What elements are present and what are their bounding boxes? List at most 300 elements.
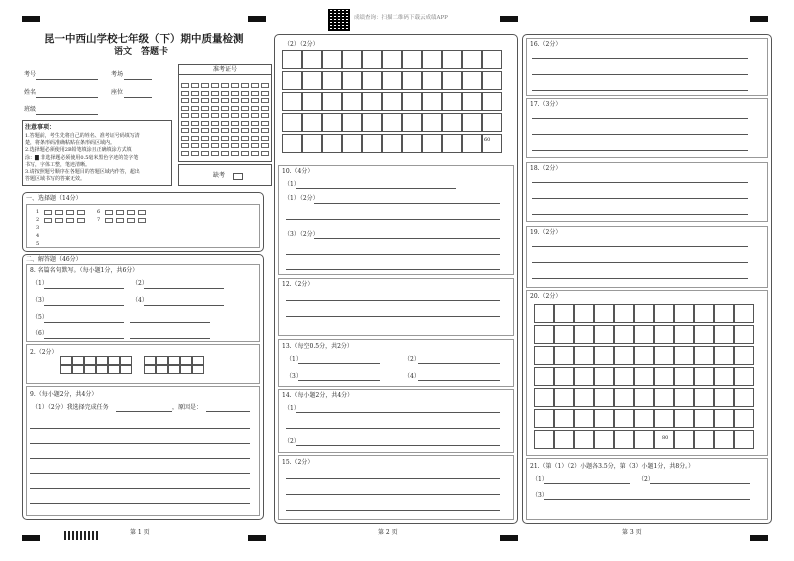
q17-line[interactable] — [532, 150, 748, 151]
id-bubble[interactable] — [191, 128, 199, 133]
q8-answer-3[interactable] — [44, 305, 124, 306]
grid-cell[interactable] — [282, 113, 302, 132]
grid-cell[interactable] — [402, 71, 422, 90]
grid-cell[interactable] — [442, 92, 462, 111]
grid-cell[interactable] — [382, 71, 402, 90]
id-bubble[interactable] — [241, 151, 249, 156]
grid-cell[interactable] — [674, 346, 694, 365]
q2-cell[interactable] — [108, 365, 120, 374]
id-bubble[interactable] — [191, 91, 199, 96]
grid-cell[interactable] — [534, 430, 554, 449]
grid-cell[interactable] — [342, 134, 362, 153]
id-bubble[interactable] — [231, 83, 239, 88]
grid-cell[interactable] — [634, 346, 654, 365]
id-bubble[interactable] — [221, 143, 229, 148]
q15-line-1[interactable] — [286, 478, 500, 479]
q2-cell[interactable] — [72, 365, 84, 374]
grid-cell[interactable] — [634, 409, 654, 428]
q21-answer-1[interactable] — [544, 483, 630, 484]
grid-cell[interactable] — [574, 430, 594, 449]
grid-cell[interactable] — [674, 409, 694, 428]
grid-cell[interactable] — [482, 71, 502, 90]
id-bubble[interactable] — [191, 151, 199, 156]
grid-cell[interactable] — [382, 113, 402, 132]
id-bubble[interactable] — [221, 98, 229, 103]
grid-cell[interactable] — [462, 50, 482, 69]
grid-cell[interactable] — [594, 430, 614, 449]
id-bubble[interactable] — [201, 143, 209, 148]
grid-cell[interactable] — [462, 92, 482, 111]
grid-cell[interactable] — [302, 71, 322, 90]
id-bubble[interactable] — [221, 83, 229, 88]
grid-cell[interactable] — [302, 50, 322, 69]
id-bubble[interactable] — [251, 128, 259, 133]
q2-cell[interactable] — [192, 365, 204, 374]
id-bubble[interactable] — [181, 98, 189, 103]
q9-line[interactable] — [30, 473, 250, 474]
grid-cell[interactable] — [654, 304, 674, 323]
choice-bubble[interactable] — [77, 218, 85, 223]
q15-line-2[interactable] — [286, 494, 500, 495]
grid-cell[interactable] — [574, 388, 594, 407]
q19-line[interactable] — [532, 262, 748, 263]
id-bubble[interactable] — [221, 121, 229, 126]
id-bubble[interactable] — [201, 113, 209, 118]
grid-cell[interactable] — [594, 388, 614, 407]
id-bubble[interactable] — [211, 98, 219, 103]
id-bubble[interactable] — [261, 83, 269, 88]
id-bubble[interactable] — [241, 113, 249, 118]
grid-cell[interactable] — [482, 50, 502, 69]
grid-cell[interactable] — [422, 113, 442, 132]
choice-bubble[interactable] — [55, 210, 63, 215]
q8-answer-5b[interactable] — [130, 322, 210, 323]
grid-cell[interactable] — [614, 304, 634, 323]
exam-no-field[interactable] — [36, 79, 98, 80]
grid-cell[interactable] — [594, 325, 614, 344]
q10-answer-1[interactable] — [296, 188, 456, 189]
id-bubble[interactable] — [241, 121, 249, 126]
id-bubble[interactable] — [201, 151, 209, 156]
grid-cell[interactable] — [674, 304, 694, 323]
q8-answer-6b[interactable] — [130, 338, 210, 339]
grid-cell[interactable] — [382, 92, 402, 111]
id-bubble[interactable] — [181, 128, 189, 133]
q18-line[interactable] — [532, 182, 748, 183]
id-bubble[interactable] — [261, 136, 269, 141]
grid-cell[interactable] — [282, 71, 302, 90]
id-bubble[interactable] — [211, 136, 219, 141]
choice-bubble[interactable] — [77, 210, 85, 215]
id-bubble[interactable] — [181, 143, 189, 148]
id-bubble[interactable] — [241, 83, 249, 88]
id-bubble[interactable] — [241, 136, 249, 141]
q9-line[interactable] — [30, 428, 250, 429]
grid-cell[interactable] — [634, 388, 654, 407]
q2-cell[interactable] — [60, 365, 72, 374]
id-bubble[interactable] — [191, 106, 199, 111]
grid-cell[interactable] — [734, 346, 754, 365]
q10-answer-3c[interactable] — [286, 269, 500, 270]
grid-cell[interactable] — [482, 113, 502, 132]
grid-cell[interactable] — [734, 325, 754, 344]
choice-bubble[interactable] — [44, 218, 52, 223]
id-bubble[interactable] — [191, 98, 199, 103]
absent-checkbox[interactable] — [233, 173, 243, 180]
id-bubble[interactable] — [241, 98, 249, 103]
id-bubble[interactable] — [191, 121, 199, 126]
id-bubble[interactable] — [201, 83, 209, 88]
q2-cell[interactable] — [168, 356, 180, 365]
grid-cell[interactable] — [362, 134, 382, 153]
q2-cell[interactable] — [96, 365, 108, 374]
id-bubble[interactable] — [231, 113, 239, 118]
q2-cell[interactable] — [96, 356, 108, 365]
grid-cell[interactable] — [714, 388, 734, 407]
grid-cell[interactable] — [462, 71, 482, 90]
id-bubble[interactable] — [251, 113, 259, 118]
grid-cell[interactable] — [714, 304, 734, 323]
id-bubble[interactable] — [191, 83, 199, 88]
q10-answer-2b[interactable] — [286, 219, 500, 220]
grid-cell[interactable] — [594, 304, 614, 323]
choice-bubble[interactable] — [105, 210, 113, 215]
choice-bubble[interactable] — [127, 210, 135, 215]
id-bubble[interactable] — [251, 151, 259, 156]
grid-cell[interactable] — [694, 346, 714, 365]
grid-cell[interactable] — [554, 409, 574, 428]
choice-bubble[interactable] — [116, 210, 124, 215]
grid-cell[interactable] — [534, 367, 554, 386]
grid-cell[interactable] — [714, 430, 734, 449]
q14-answer-1[interactable] — [296, 412, 500, 413]
grid-cell[interactable] — [534, 409, 554, 428]
grid-cell[interactable] — [554, 388, 574, 407]
id-bubble[interactable] — [231, 121, 239, 126]
q2-cell[interactable] — [192, 356, 204, 365]
grid-cell[interactable] — [554, 346, 574, 365]
choice-bubble[interactable] — [66, 210, 74, 215]
choice-bubble[interactable] — [55, 218, 63, 223]
grid-cell[interactable] — [362, 50, 382, 69]
grid-cell[interactable] — [534, 346, 554, 365]
id-bubble[interactable] — [211, 91, 219, 96]
id-bubble[interactable] — [251, 121, 259, 126]
q2-cell[interactable] — [180, 356, 192, 365]
id-bubble[interactable] — [251, 136, 259, 141]
id-bubble[interactable] — [261, 151, 269, 156]
id-bubble[interactable] — [261, 113, 269, 118]
grid-cell[interactable] — [422, 71, 442, 90]
grid-cell[interactable] — [694, 409, 714, 428]
grid-cell[interactable] — [534, 388, 554, 407]
q16-line[interactable] — [532, 74, 748, 75]
grid-cell[interactable] — [462, 134, 482, 153]
q2-cell[interactable] — [144, 365, 156, 374]
grid-cell[interactable] — [402, 113, 422, 132]
id-bubble[interactable] — [231, 106, 239, 111]
q21-answer-2[interactable] — [650, 483, 750, 484]
q17-line[interactable] — [532, 134, 748, 135]
grid-cell[interactable] — [634, 325, 654, 344]
grid-cell[interactable] — [554, 367, 574, 386]
q18-line[interactable] — [532, 214, 748, 215]
grid-cell[interactable] — [322, 71, 342, 90]
id-bubble[interactable] — [221, 113, 229, 118]
id-bubble[interactable] — [201, 128, 209, 133]
id-bubble[interactable] — [181, 113, 189, 118]
grid-cell[interactable] — [614, 409, 634, 428]
grid-cell[interactable] — [734, 388, 754, 407]
grid-cell[interactable] — [574, 325, 594, 344]
id-bubble[interactable] — [251, 91, 259, 96]
grid-cell[interactable] — [282, 134, 302, 153]
id-bubble[interactable] — [251, 106, 259, 111]
grid-cell[interactable] — [422, 134, 442, 153]
grid-cell[interactable] — [342, 50, 362, 69]
grid-cell[interactable] — [402, 92, 422, 111]
grid-cell[interactable] — [654, 388, 674, 407]
grid-cell[interactable] — [382, 134, 402, 153]
grid-cell[interactable] — [322, 113, 342, 132]
choice-bubble[interactable] — [116, 218, 124, 223]
q2-cell[interactable] — [120, 356, 132, 365]
id-bubble[interactable] — [241, 128, 249, 133]
grid-cell[interactable] — [362, 113, 382, 132]
id-bubble[interactable] — [221, 151, 229, 156]
grid-cell[interactable] — [442, 50, 462, 69]
id-bubble[interactable] — [181, 151, 189, 156]
grid-cell[interactable] — [714, 346, 734, 365]
grid-cell[interactable] — [714, 325, 734, 344]
grid-cell[interactable] — [654, 325, 674, 344]
grid-cell[interactable] — [362, 92, 382, 111]
grid-cell[interactable] — [634, 430, 654, 449]
grid-cell[interactable] — [574, 409, 594, 428]
grid-cell[interactable] — [554, 304, 574, 323]
grid-cell[interactable] — [342, 113, 362, 132]
q2-cell[interactable] — [120, 365, 132, 374]
q19-line[interactable] — [532, 246, 748, 247]
q17-line[interactable] — [532, 118, 748, 119]
id-bubble[interactable] — [221, 128, 229, 133]
choice-bubble[interactable] — [127, 218, 135, 223]
grid-cell[interactable] — [574, 304, 594, 323]
id-bubble[interactable] — [241, 143, 249, 148]
grid-cell[interactable] — [634, 367, 654, 386]
grid-cell[interactable] — [654, 346, 674, 365]
grid-cell[interactable] — [402, 50, 422, 69]
grid-cell[interactable] — [694, 325, 714, 344]
id-bubble[interactable] — [191, 113, 199, 118]
grid-cell[interactable] — [282, 92, 302, 111]
grid-cell[interactable] — [714, 409, 734, 428]
id-bubble[interactable] — [251, 98, 259, 103]
q2-cell[interactable] — [144, 356, 156, 365]
grid-cell[interactable] — [674, 430, 694, 449]
grid-cell[interactable] — [734, 430, 754, 449]
grid-cell[interactable] — [674, 367, 694, 386]
grid-cell[interactable] — [534, 304, 554, 323]
grid-cell[interactable] — [322, 134, 342, 153]
id-bubble[interactable] — [241, 106, 249, 111]
q2-cell[interactable] — [84, 365, 96, 374]
id-bubble[interactable] — [261, 98, 269, 103]
q13-answer-2[interactable] — [418, 363, 500, 364]
grid-cell[interactable] — [302, 92, 322, 111]
id-bubble[interactable] — [231, 143, 239, 148]
q2-cell[interactable] — [168, 365, 180, 374]
grid-cell[interactable] — [694, 430, 714, 449]
grid-cell[interactable] — [422, 92, 442, 111]
id-bubble[interactable] — [231, 98, 239, 103]
grid-cell[interactable] — [342, 71, 362, 90]
id-bubble[interactable] — [261, 106, 269, 111]
id-bubble[interactable] — [191, 143, 199, 148]
q10-answer-3[interactable] — [314, 238, 500, 239]
grid-cell[interactable] — [362, 71, 382, 90]
id-bubble[interactable] — [181, 83, 189, 88]
id-bubble[interactable] — [261, 128, 269, 133]
id-bubble[interactable] — [261, 91, 269, 96]
grid-cell[interactable] — [654, 409, 674, 428]
id-bubble[interactable] — [251, 143, 259, 148]
grid-cell[interactable] — [694, 367, 714, 386]
id-bubble[interactable] — [221, 91, 229, 96]
id-bubble[interactable] — [181, 136, 189, 141]
grid-cell[interactable] — [574, 367, 594, 386]
grid-cell[interactable] — [734, 304, 754, 323]
q2-cell[interactable] — [84, 356, 96, 365]
grid-cell[interactable] — [442, 113, 462, 132]
q2-cell[interactable] — [180, 365, 192, 374]
id-bubble[interactable] — [221, 106, 229, 111]
q12-line-2[interactable] — [286, 316, 500, 317]
id-bubble[interactable] — [221, 136, 229, 141]
q8-answer-1[interactable] — [44, 288, 124, 289]
id-bubble[interactable] — [201, 91, 209, 96]
choice-bubble[interactable] — [66, 218, 74, 223]
q9-line[interactable] — [30, 488, 250, 489]
grid-cell[interactable] — [654, 367, 674, 386]
grid-cell[interactable] — [482, 92, 502, 111]
grid-cell[interactable] — [714, 367, 734, 386]
grid-cell[interactable] — [614, 346, 634, 365]
grid-cell[interactable] — [462, 113, 482, 132]
q10-answer-3b[interactable] — [286, 254, 500, 255]
id-bubble[interactable] — [191, 136, 199, 141]
id-bubble[interactable] — [211, 83, 219, 88]
grid-cell[interactable] — [322, 92, 342, 111]
grid-cell[interactable] — [734, 409, 754, 428]
choice-bubble[interactable] — [138, 210, 146, 215]
grid-cell[interactable] — [282, 50, 302, 69]
q16-line[interactable] — [532, 90, 748, 91]
id-bubble[interactable] — [261, 121, 269, 126]
grid-cell[interactable] — [634, 304, 654, 323]
grid-cell[interactable] — [594, 346, 614, 365]
id-bubble[interactable] — [241, 91, 249, 96]
q13-answer-4[interactable] — [418, 380, 500, 381]
grid-cell[interactable] — [554, 325, 574, 344]
q9-line[interactable] — [30, 503, 250, 504]
q14-answer-1b[interactable] — [286, 428, 500, 429]
q10-answer-2[interactable] — [314, 203, 500, 204]
grid-cell[interactable] — [534, 325, 554, 344]
q2-cell[interactable] — [156, 356, 168, 365]
id-bubble[interactable] — [181, 91, 189, 96]
q14-answer-2[interactable] — [296, 445, 500, 446]
grid-cell[interactable] — [322, 50, 342, 69]
grid-cell[interactable] — [342, 92, 362, 111]
room-field[interactable] — [124, 79, 152, 80]
grid-cell[interactable] — [594, 409, 614, 428]
id-bubble[interactable] — [231, 91, 239, 96]
q8-answer-6[interactable] — [44, 338, 124, 339]
id-bubble[interactable] — [201, 136, 209, 141]
choice-bubble[interactable] — [105, 218, 113, 223]
q13-answer-1[interactable] — [298, 363, 380, 364]
id-bubble[interactable] — [181, 121, 189, 126]
id-bubble[interactable] — [251, 83, 259, 88]
id-bubble[interactable] — [201, 98, 209, 103]
q2-cell[interactable] — [156, 365, 168, 374]
q21-answer-3[interactable] — [544, 499, 750, 500]
grid-cell[interactable] — [554, 430, 574, 449]
grid-cell[interactable] — [694, 304, 714, 323]
grid-cell[interactable] — [614, 430, 634, 449]
id-bubble[interactable] — [211, 143, 219, 148]
id-bubble[interactable] — [211, 121, 219, 126]
q8-answer-2[interactable] — [144, 288, 224, 289]
grid-cell[interactable] — [302, 134, 322, 153]
grid-cell[interactable] — [442, 71, 462, 90]
q2-cell[interactable] — [72, 356, 84, 365]
id-bubble[interactable] — [181, 106, 189, 111]
id-bubble[interactable] — [201, 121, 209, 126]
id-bubble[interactable] — [211, 106, 219, 111]
id-bubble[interactable] — [231, 128, 239, 133]
grid-cell[interactable] — [382, 50, 402, 69]
grid-cell[interactable] — [302, 113, 322, 132]
name-field[interactable] — [36, 97, 98, 98]
q9-line[interactable] — [30, 458, 250, 459]
q15-line-3[interactable] — [286, 510, 500, 511]
grid-cell[interactable] — [422, 50, 442, 69]
grid-cell[interactable] — [614, 388, 634, 407]
q8-answer-5[interactable] — [44, 322, 124, 323]
q16-line[interactable] — [532, 58, 748, 59]
id-bubble[interactable] — [211, 151, 219, 156]
q19-line[interactable] — [532, 278, 748, 279]
grid-cell[interactable] — [674, 388, 694, 407]
seat-field[interactable] — [124, 97, 152, 98]
q2-cell[interactable] — [60, 356, 72, 365]
grid-cell[interactable] — [734, 367, 754, 386]
q9-task-field[interactable] — [116, 411, 172, 412]
id-bubble[interactable] — [211, 113, 219, 118]
id-bubble[interactable] — [211, 128, 219, 133]
id-bubble[interactable] — [231, 151, 239, 156]
class-field[interactable] — [36, 114, 98, 115]
grid-cell[interactable] — [442, 134, 462, 153]
grid-cell[interactable] — [402, 134, 422, 153]
grid-cell[interactable] — [574, 346, 594, 365]
q12-line-1[interactable] — [286, 300, 500, 301]
q2-cell[interactable] — [108, 356, 120, 365]
q18-line[interactable] — [532, 198, 748, 199]
choice-bubble[interactable] — [44, 210, 52, 215]
